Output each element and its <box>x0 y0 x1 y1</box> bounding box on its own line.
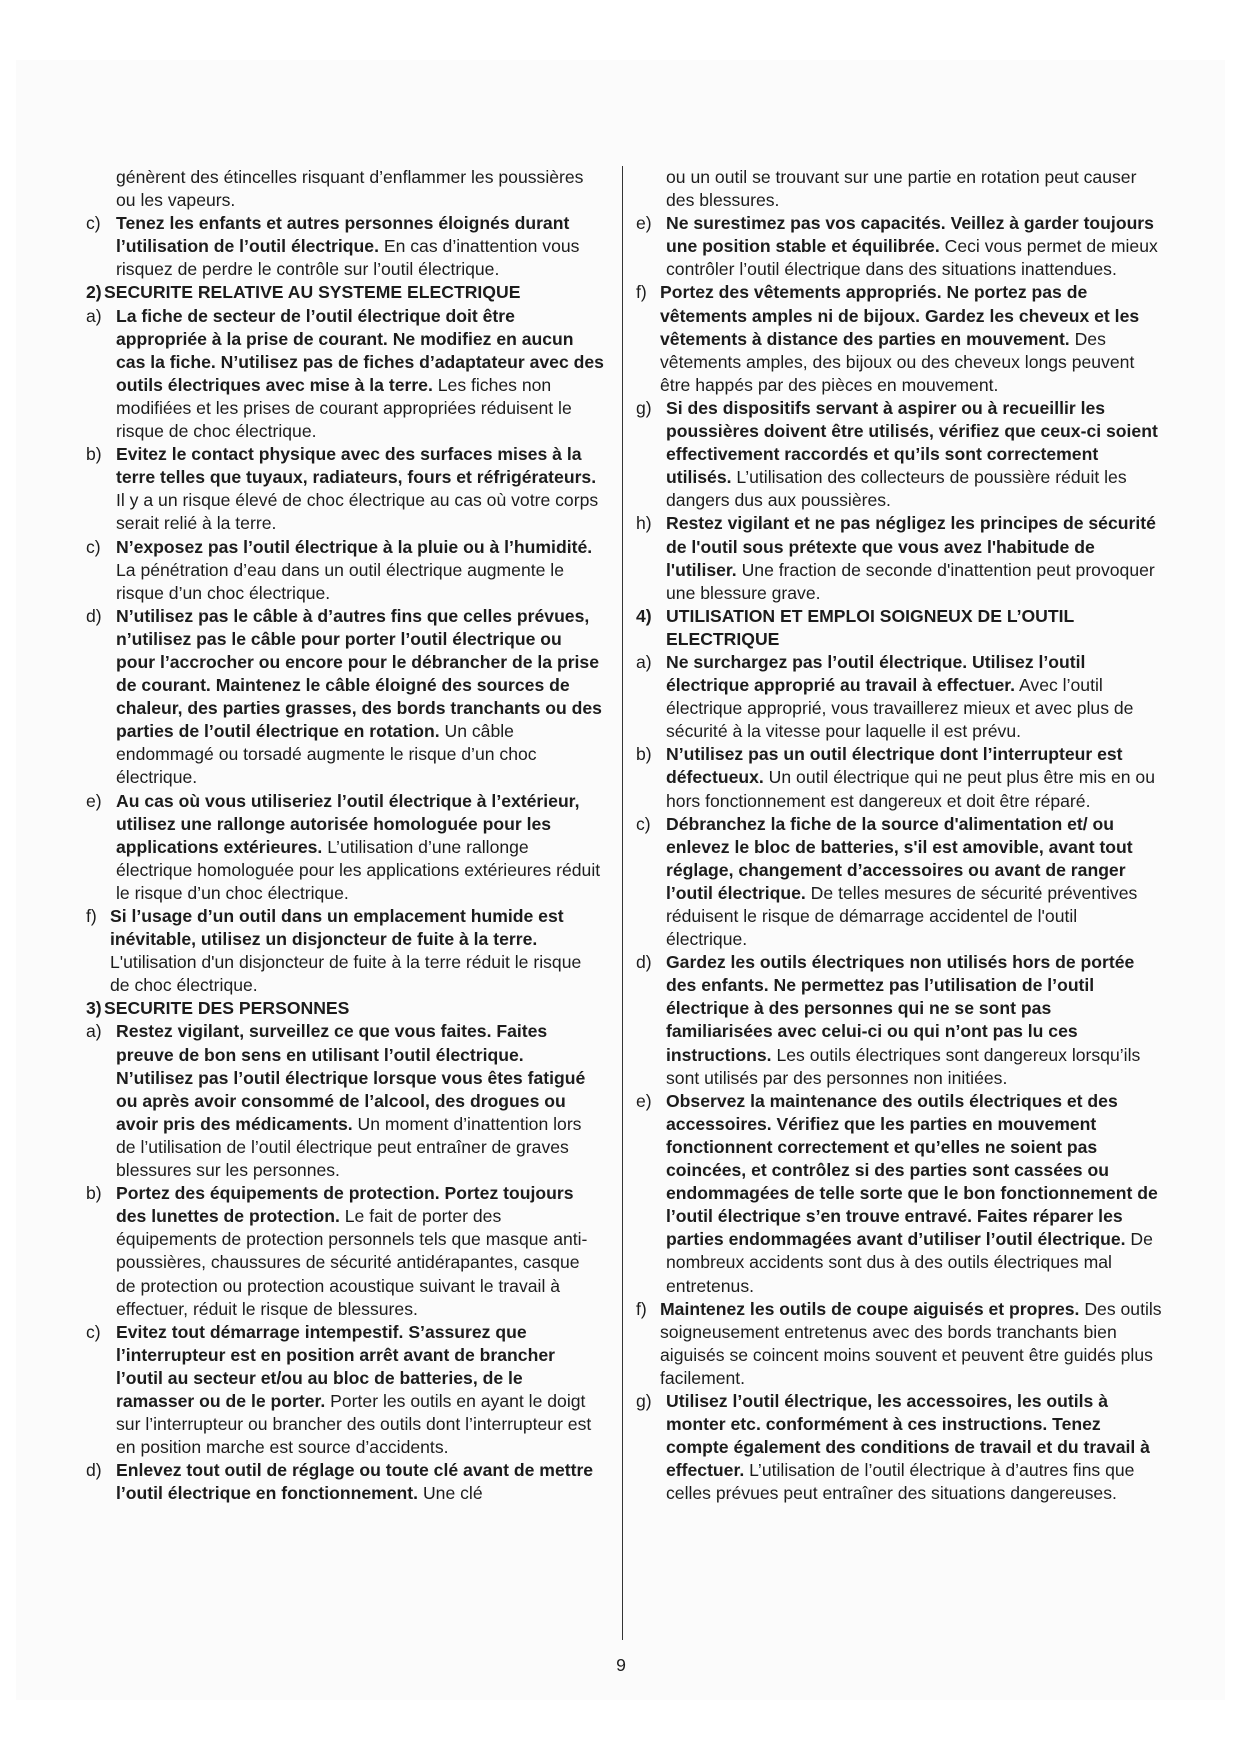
rule-2b <box>82 443 604 535</box>
item-label: b) <box>86 1183 102 1204</box>
rule-bold: N’utilisez pas le câble à d’autres fins que celles prévues, n’utilisez pas le câble pour porter l’outil électrique ou pour l’accrocher ou encore pour le débrancher de la prise de courant. Maintenez le câble éloigné des sources de chaleur, des parties grasses, des bords tranchants ou des parties de l’outil électrique en rotation. <box>116 605 602 742</box>
rule-3f <box>632 281 1162 396</box>
item-label: g) <box>636 397 652 418</box>
rule-text: L’utilisation des collecteurs de poussière réduit les dangers dus aux poussières. <box>666 467 1127 511</box>
item-label: c) <box>86 1321 101 1342</box>
page-number: 9 <box>616 1655 626 1675</box>
item-label: f) <box>636 282 647 303</box>
rule-text: Des vêtements amples, des bijoux ou des cheveux longs peuvent être happés par des pièces en mouvement. <box>660 328 1135 395</box>
rule-text: Les outils électriques sont dangereux lorsqu’ils sont utilisés par des personnes non initiées. <box>666 1044 1141 1088</box>
section-heading-3 <box>82 997 604 1020</box>
rule-1c <box>82 212 604 281</box>
rule-bold: Maintenez les outils de coupe aiguisés et propres. <box>660 1298 1080 1319</box>
rule-text: Une clé <box>418 1483 483 1504</box>
rule-text: Des outils soigneusement entretenus avec des bords tranchants bien aiguisés se coincent moins souvent et peuvent être guidés plus facilement. <box>660 1298 1162 1388</box>
rule-text: Porter les outils en ayant le doigt sur l’interrupteur ou brancher des outils dont l’interrupteur est en position marche est source d’accidents. <box>116 1390 592 1458</box>
rule-bold: Ne surestimez pas vos capacités. Veillez à garder toujours une position stable et équilibrée. <box>666 213 1154 257</box>
rule-bold: Portez des vêtements appropriés. Ne portez pas de vêtements amples ni de bijoux. Gardez les cheveux et les vêtements à distance des parties en mouvement. <box>660 282 1140 349</box>
section-heading-2 <box>82 281 604 304</box>
section-number: 4) <box>636 605 652 626</box>
rule-3e <box>632 212 1162 281</box>
rule-bold: Si des dispositifs servant à aspirer ou à recueillir les poussières doivent être utilisés, vérifiez que ceux-ci soient effectivement raccordés et qu’ils sont correctement utilisés. <box>666 397 1158 488</box>
continuation-text: génèrent des étincelles risquant d’enflammer les poussières ou les vapeurs. <box>116 167 584 211</box>
rule-text: En cas d’inattention vous risquez de perdre le contrôle sur l’outil électrique. <box>116 236 580 280</box>
section-number: 3) <box>86 998 102 1019</box>
rule-text: La pénétration d’eau dans un outil électrique augmente le risque d’un choc électrique. <box>116 559 564 603</box>
rule-bold: N’exposez pas l’outil électrique à la pluie ou à l’humidité. <box>116 536 593 557</box>
rule-2e <box>82 790 604 905</box>
item-label: g) <box>636 1390 652 1411</box>
rule-4e <box>632 1090 1162 1298</box>
item-label: f) <box>636 1298 647 1319</box>
item-label: d) <box>86 605 102 626</box>
rule-bold: Restez vigilant, surveillez ce que vous faites. Faites preuve de bon sens en utilisant l’outil électrique. N’utilisez pas l’outil électrique lorsque vous êtes fatigué ou après avoir consommé de l’alcool, des drogues ou avoir pris des médicaments. <box>116 1021 586 1134</box>
section-number: 2) <box>86 282 102 303</box>
item-label: b) <box>86 444 102 465</box>
rule-text: Le fait de porter des équipements de protection personnels tels que masque anti-poussières, chaussures de sécurité antidérapantes, casque de protection ou protection acoustique suivant le travail à effectuer, réduit le risque de blessures. <box>116 1206 588 1319</box>
rule-bold: Enlevez tout outil de réglage ou toute clé avant de mettre l’outil électrique en fonctionnement. <box>116 1460 594 1504</box>
item-label: a) <box>86 305 102 326</box>
continuation-text: ou un outil se trouvant sur une partie en rotation peut causer des blessures. <box>666 167 1137 211</box>
rule-text: Avec l’outil électrique approprié, vous travaillerez mieux et avec plus de sécurité à la vitesse pour laquelle il est prévu. <box>666 675 1134 742</box>
item-label: e) <box>636 213 652 234</box>
rule-text: L’utilisation d’une rallonge électrique homologuée pour les applications extérieures réduit le risque d’un choc électrique. <box>116 836 601 903</box>
rule-text: Un moment d’inattention lors de l’utilisation de l’outil électrique peut entraîner de graves blessures sur les personnes. <box>116 1113 582 1181</box>
rule-bold: Evitez le contact physique avec des surfaces mises à la terre telles que tuyaux, radiateurs, fours et réfrigérateurs. <box>116 444 597 488</box>
rule-2c <box>82 536 604 605</box>
rule-2d <box>82 605 604 790</box>
rule-3h <box>632 512 1162 604</box>
rule-text: Il y a un risque élevé de choc électrique au cas où votre corps serait relié à la terre. <box>116 490 599 534</box>
rule-bold: Portez des équipements de protection. Portez toujours des lunettes de protection. <box>116 1183 574 1227</box>
rule-3a <box>82 1020 604 1182</box>
rule-bold: La fiche de secteur de l’outil électrique doit être appropriée à la prise de courant. Ne modifiez en aucun cas la fiche. N’utilisez pas de fiches d’adaptateur avec des outils électriques avec mise à la terre. <box>116 305 604 395</box>
rule-4d <box>632 951 1162 1090</box>
rule-bold: Utilisez l’outil électrique, les accessoires, les outils à monter etc. conformément à ces instructions. Tenez compte également des conditions de travail et du travail à effectuer. <box>666 1390 1150 1481</box>
item-label: f) <box>86 906 97 926</box>
item-label: h) <box>636 513 652 534</box>
rule-text: Un outil électrique qui ne peut plus être mis en ou hors fonctionnement est dangereux et doit être réparé. <box>666 767 1155 811</box>
rule-3c <box>82 1321 604 1460</box>
rule-text: Ceci vous permet de mieux contrôler l’outil électrique dans des situations inattendues. <box>666 236 1158 280</box>
rule-text: Un câble endommagé ou torsadé augmente le risque d’un choc électrique. <box>116 721 537 788</box>
item-label: c) <box>86 536 101 557</box>
rule-text: De nombreux accidents sont dus à des outils électriques mal entretenus. <box>666 1229 1153 1296</box>
rule-4c <box>632 813 1162 952</box>
rule-2f <box>82 905 604 997</box>
rule-4b <box>632 743 1162 812</box>
rule-text: L'utilisation d'un disjoncteur de fuite à la terre réduit le risque de choc électrique. <box>110 952 582 996</box>
rule-3g <box>632 397 1162 512</box>
rule-bold: Si l’usage d’un outil dans un emplacement humide est inévitable, utilisez un disjoncteur de fuite à la terre. <box>110 906 564 950</box>
rule-bold: N’utilisez pas un outil électrique dont l’interrupteur est défectueux. <box>666 744 1123 788</box>
item-label: a) <box>86 1021 102 1042</box>
right-column <box>632 166 1162 1505</box>
rule-bold: Débranchez la fiche de la source d'alimentation et/ ou enlevez le bloc de batteries, s'il est amovible, avant tout réglage, changement d’accessoires ou avant de ranger l’outil électrique. <box>666 813 1133 903</box>
rule-text: Les fiches non modifiées et les prises de courant appropriées réduisent le risque de choc électrique. <box>116 374 572 442</box>
rule-bold: Observez la maintenance des outils électriques et des accessoires. Vérifiez que les parties en mouvement fonctionnent correctement et qu’elles ne soient pas coincées, et contrôlez si des parties sont cassées ou endommagées de telle sorte que le bon fonctionnement de l’outil électrique s’en trouve entravé. Faites réparer les parties endommagées avant d’utiliser l’outil électrique. <box>666 1090 1158 1250</box>
section-heading-4 <box>632 605 1162 651</box>
rule-3b <box>82 1182 604 1321</box>
rule-4a <box>632 651 1162 743</box>
rule-text: L’utilisation de l’outil électrique à d’autres fins que celles prévues peut entraîner des situations dangereuses. <box>666 1460 1135 1504</box>
section-title: UTILISATION ET EMPLOI SOIGNEUX DE L’OUTIL ELECTRIQUE <box>666 605 1074 649</box>
item-label: c) <box>636 813 651 834</box>
item-label: c) <box>86 213 101 234</box>
rule-text: Une fraction de seconde d'inattention peut provoquer une blessure grave. <box>666 559 1155 603</box>
rule-bold: Gardez les outils électriques non utilisés hors de portée des enfants. Ne permettez pas l’utilisation de l’outil électrique à des personnes qui ne se sont pas familiarisées avec celui-ci ou qui n’ont pas lu ces instructions. <box>666 952 1135 1065</box>
section-title: SECURITE DES PERSONNES <box>104 998 350 1019</box>
item-label: e) <box>636 1090 652 1111</box>
rule-bold: Au cas où vous utiliseriez l’outil électrique à l’extérieur, utilisez une rallonge autorisée homologuée pour les applications extérieures. <box>116 790 580 857</box>
item-label: d) <box>86 1460 102 1481</box>
item-label: d) <box>636 952 652 973</box>
left-column <box>82 166 604 1505</box>
rule-text: De telles mesures de sécurité préventives réduisent le risque de démarrage accidentel de l'outil électrique. <box>666 882 1138 950</box>
rule-4f <box>632 1298 1162 1390</box>
rule-3d <box>82 1459 604 1505</box>
rule-bold: Ne surchargez pas l’outil électrique. Utilisez l’outil électrique approprié au travail à effectuer. <box>666 651 1086 696</box>
rule-bold: Restez vigilant et ne pas négligez les principes de sécurité de l'outil sous prétexte que vous avez l'habitude de l'utiliser. <box>666 513 1156 580</box>
item-label: b) <box>636 744 652 765</box>
rule-bold: Evitez tout démarrage intempestif. S’assurez que l’interrupteur est en position arrêt avant de brancher l’outil au secteur et/ou au bloc de batteries, de le ramasser ou de le porter. <box>116 1321 555 1411</box>
rule-4g <box>632 1390 1162 1505</box>
column-divider <box>622 166 623 1640</box>
item-label: e) <box>86 790 102 811</box>
rule-2a <box>82 305 604 444</box>
item-label: a) <box>636 651 652 672</box>
rule-bold: Tenez les enfants et autres personnes éloignés durant l’utilisation de l’outil électrique. <box>116 213 570 257</box>
section-title: SECURITE RELATIVE AU SYSTEME ELECTRIQUE <box>104 282 521 303</box>
